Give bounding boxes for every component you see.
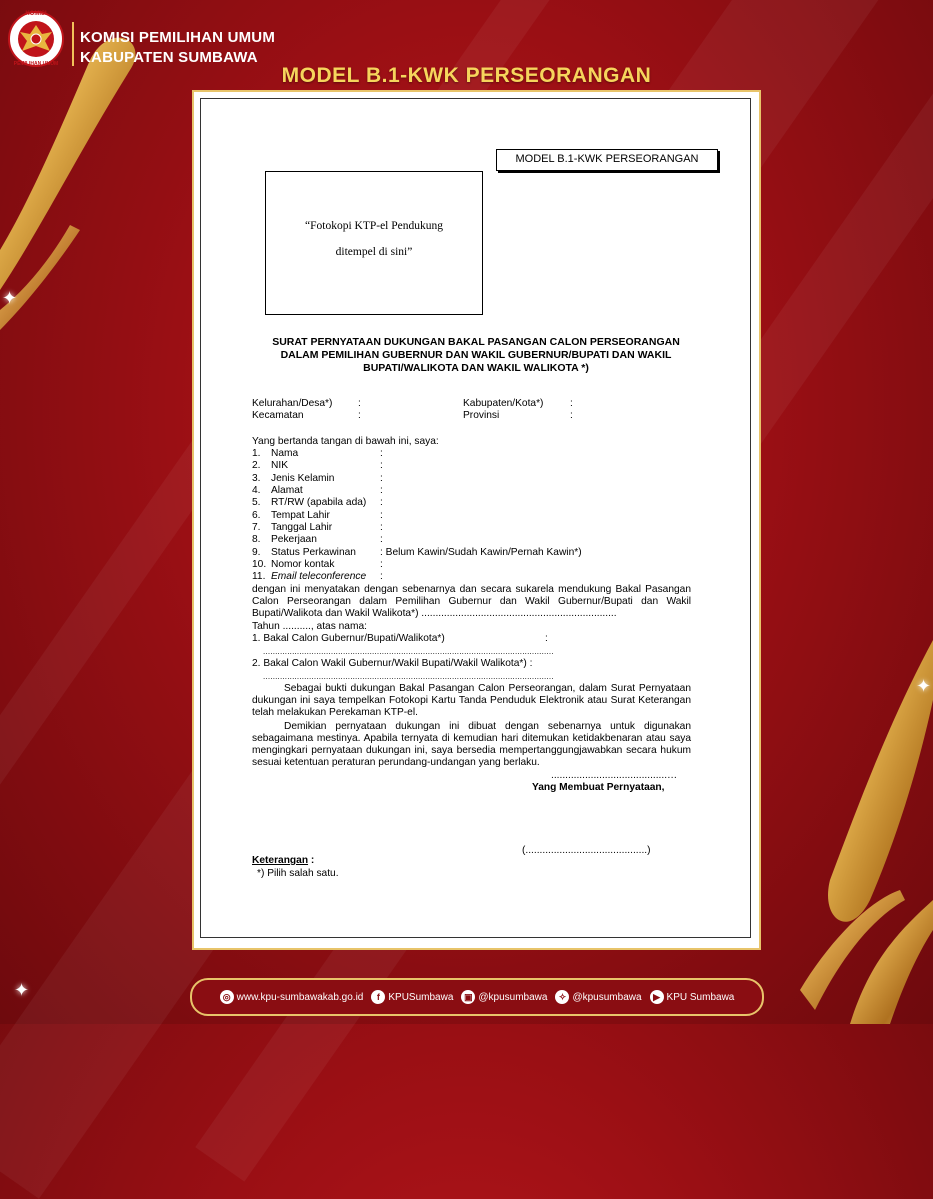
field-label-status-perkawinan: Status Perkawinan [271, 547, 356, 558]
kabupaten-label: Kabupaten/Kota*) [463, 398, 544, 409]
field-value: : [380, 485, 383, 496]
sparkle-icon: ✦ [916, 676, 932, 696]
field-label-rt-rw: RT/RW (apabila ada) [271, 497, 367, 508]
provinsi-colon: : [570, 410, 573, 421]
calon-2-label: 2. Bakal Calon Wakil Gubernur/Wakil Bupati/Wakil Walikota*) : [252, 658, 533, 669]
calon-1-colon: : [545, 633, 548, 644]
field-label-jenis-kelamin: Jenis Kelamin [271, 473, 335, 484]
calon-2-dots: ........................................................................................................................ [263, 672, 554, 681]
field-label-nomor-kontak: Nomor kontak [271, 559, 335, 570]
ktp-photo-placeholder [265, 171, 483, 315]
field-value: : [380, 571, 383, 582]
calon-1-label: 1. Bakal Calon Gubernur/Bupati/Walikota*) [252, 633, 445, 644]
twitter-text: @kpusumbawa [572, 991, 642, 1003]
photo-placeholder-line-2: ditempel di sini” [335, 246, 413, 258]
document-page [200, 98, 751, 938]
organization-name [80, 28, 275, 68]
logo-top-text: KOMISI [25, 11, 47, 17]
kabupaten-colon: : [570, 398, 573, 409]
field-num: 9. [252, 547, 261, 558]
kpu-logo [8, 8, 64, 70]
declaration-paragraph: Demikian pernyataan dukungan ini dibuat dengan sebenarnya untuk digunakan sebagaimana mestinya. Apabila ternyata di kemudian hari ditemukan ketidakbenaran atau saya mengingkari pernyataan dukungan ini, saya bersedia mempertanggungjawabkan secara hukum sesuai ketentuan peraturan perundang-undangan yang berlaku. [252, 721, 691, 768]
keterangan-note: *) Pilih salah satu. [257, 868, 339, 879]
field-label-tanggal-lahir: Tanggal Lahir [271, 522, 333, 533]
youtube-text: KPU Sumbawa [666, 991, 735, 1003]
field-label-pekerjaan: Pekerjaan [271, 534, 317, 545]
field-num: 7. [252, 522, 261, 533]
page-title: MODEL B.1-KWK PERSEORANGAN [281, 64, 652, 87]
field-value: : [380, 460, 383, 471]
field-num: 3. [252, 473, 261, 484]
field-label-nik: NIK [271, 460, 288, 471]
social-media-footer [190, 978, 764, 1016]
field-value: : [380, 559, 383, 570]
instagram-text: @kpusumbawa [478, 991, 548, 1003]
signature-name-line: (...........................................) [522, 845, 651, 856]
kecamatan-colon: : [358, 410, 361, 421]
field-num: 10. [252, 559, 267, 570]
facebook-link[interactable] [371, 990, 453, 1004]
tahun-line: Tahun .........., atas nama: [252, 621, 367, 632]
kelurahan-colon: : [358, 398, 361, 409]
field-num: 6. [252, 510, 261, 521]
photo-placeholder-line-1: “Fotokopi KTP-el Pendukung [305, 220, 443, 232]
instagram-link[interactable] [461, 990, 547, 1004]
field-num: 5. [252, 497, 261, 508]
intro-text: Yang bertanda tangan di bawah ini, saya: [252, 436, 439, 447]
signature-label: Yang Membuat Pernyataan, [532, 782, 665, 793]
field-value: : [380, 448, 383, 459]
letter-title-line-3: BUPATI/WALIKOTA DAN WAKIL WALIKOTA *) [363, 362, 589, 374]
model-label-box: MODEL B.1-KWK PERSEORANGAN [496, 149, 718, 171]
keterangan-colon: : [310, 855, 315, 866]
website-link[interactable] [220, 990, 364, 1004]
keterangan-heading [252, 855, 314, 867]
field-num: 8. [252, 534, 261, 545]
letter-title-line-2: DALAM PEMILIHAN GUBERNUR DAN WAKIL GUBERNUR/BUPATI DAN WAKIL [280, 349, 672, 361]
twitter-link[interactable] [555, 990, 641, 1004]
kelurahan-label: Kelurahan/Desa*) [252, 398, 333, 409]
field-label-nama: Nama [271, 448, 299, 459]
support-statement: dengan ini menyatakan dengan sebenarnya dan secara sukarela mendukung Bakal Pasangan Calon Perseorangan dalam Pemilihan Gubernur dan Wakil Gubernur/Bupati dan Wakil Bupati/Walikota dan Wakil Walikota*) ..................................................................... [252, 584, 691, 619]
field-value: : [380, 534, 383, 545]
youtube-icon: ▶ [650, 990, 664, 1004]
field-value: : [380, 473, 383, 484]
facebook-text: KPUSumbawa [388, 991, 454, 1003]
field-label-tempat-lahir: Tempat Lahir [271, 510, 330, 521]
org-line-1: KOMISI PEMILIHAN UMUM [80, 29, 276, 46]
field-label-email: Email teleconference [271, 571, 367, 582]
field-num: 1. [252, 448, 261, 459]
field-num: 11. [252, 571, 266, 582]
signature-place-date: .........................................… [551, 770, 678, 781]
youtube-link[interactable] [650, 990, 735, 1004]
kecamatan-label: Kecamatan [252, 410, 304, 421]
field-label-alamat: Alamat [271, 485, 303, 496]
logo-bottom-text: PEMILIHAN UMUM [13, 61, 59, 67]
header-divider [72, 22, 74, 66]
field-value: : [380, 522, 383, 533]
sparkle-icon: ✦ [2, 288, 18, 308]
field-value: : [380, 510, 383, 521]
provinsi-label: Provinsi [463, 410, 500, 421]
facebook-icon: f [371, 990, 385, 1004]
twitter-icon: ✧ [555, 990, 569, 1004]
globe-icon: ◎ [220, 990, 234, 1004]
keterangan-label: Keterangan [252, 855, 309, 866]
instagram-icon: ▣ [461, 990, 475, 1004]
evidence-paragraph: Sebagai bukti dukungan Bakal Pasangan Calon Perseorangan, dalam Surat Pernyataan dukungan ini saya tempelkan Fotokopi Kartu Tanda Penduduk Elektronik atau Surat Keterangan telah melakukan Perekaman KTP-el. [252, 683, 691, 718]
field-value: : [380, 497, 383, 508]
sparkle-icon: ✦ [14, 980, 30, 1000]
letter-title [241, 336, 711, 375]
calon-1-dots: ........................................................................................................................ [263, 647, 554, 656]
letter-title-line-1: SURAT PERNYATAAN DUKUNGAN BAKAL PASANGAN CALON PERSEORANGAN [272, 336, 680, 348]
org-line-2: KABUPATEN SUMBAWA [80, 49, 258, 66]
website-text: www.kpu-sumbawakab.go.id [236, 991, 364, 1003]
field-num: 2. [252, 460, 261, 471]
field-value: : Belum Kawin/Sudah Kawin/Pernah Kawin*) [380, 547, 582, 558]
field-num: 4. [252, 485, 261, 496]
